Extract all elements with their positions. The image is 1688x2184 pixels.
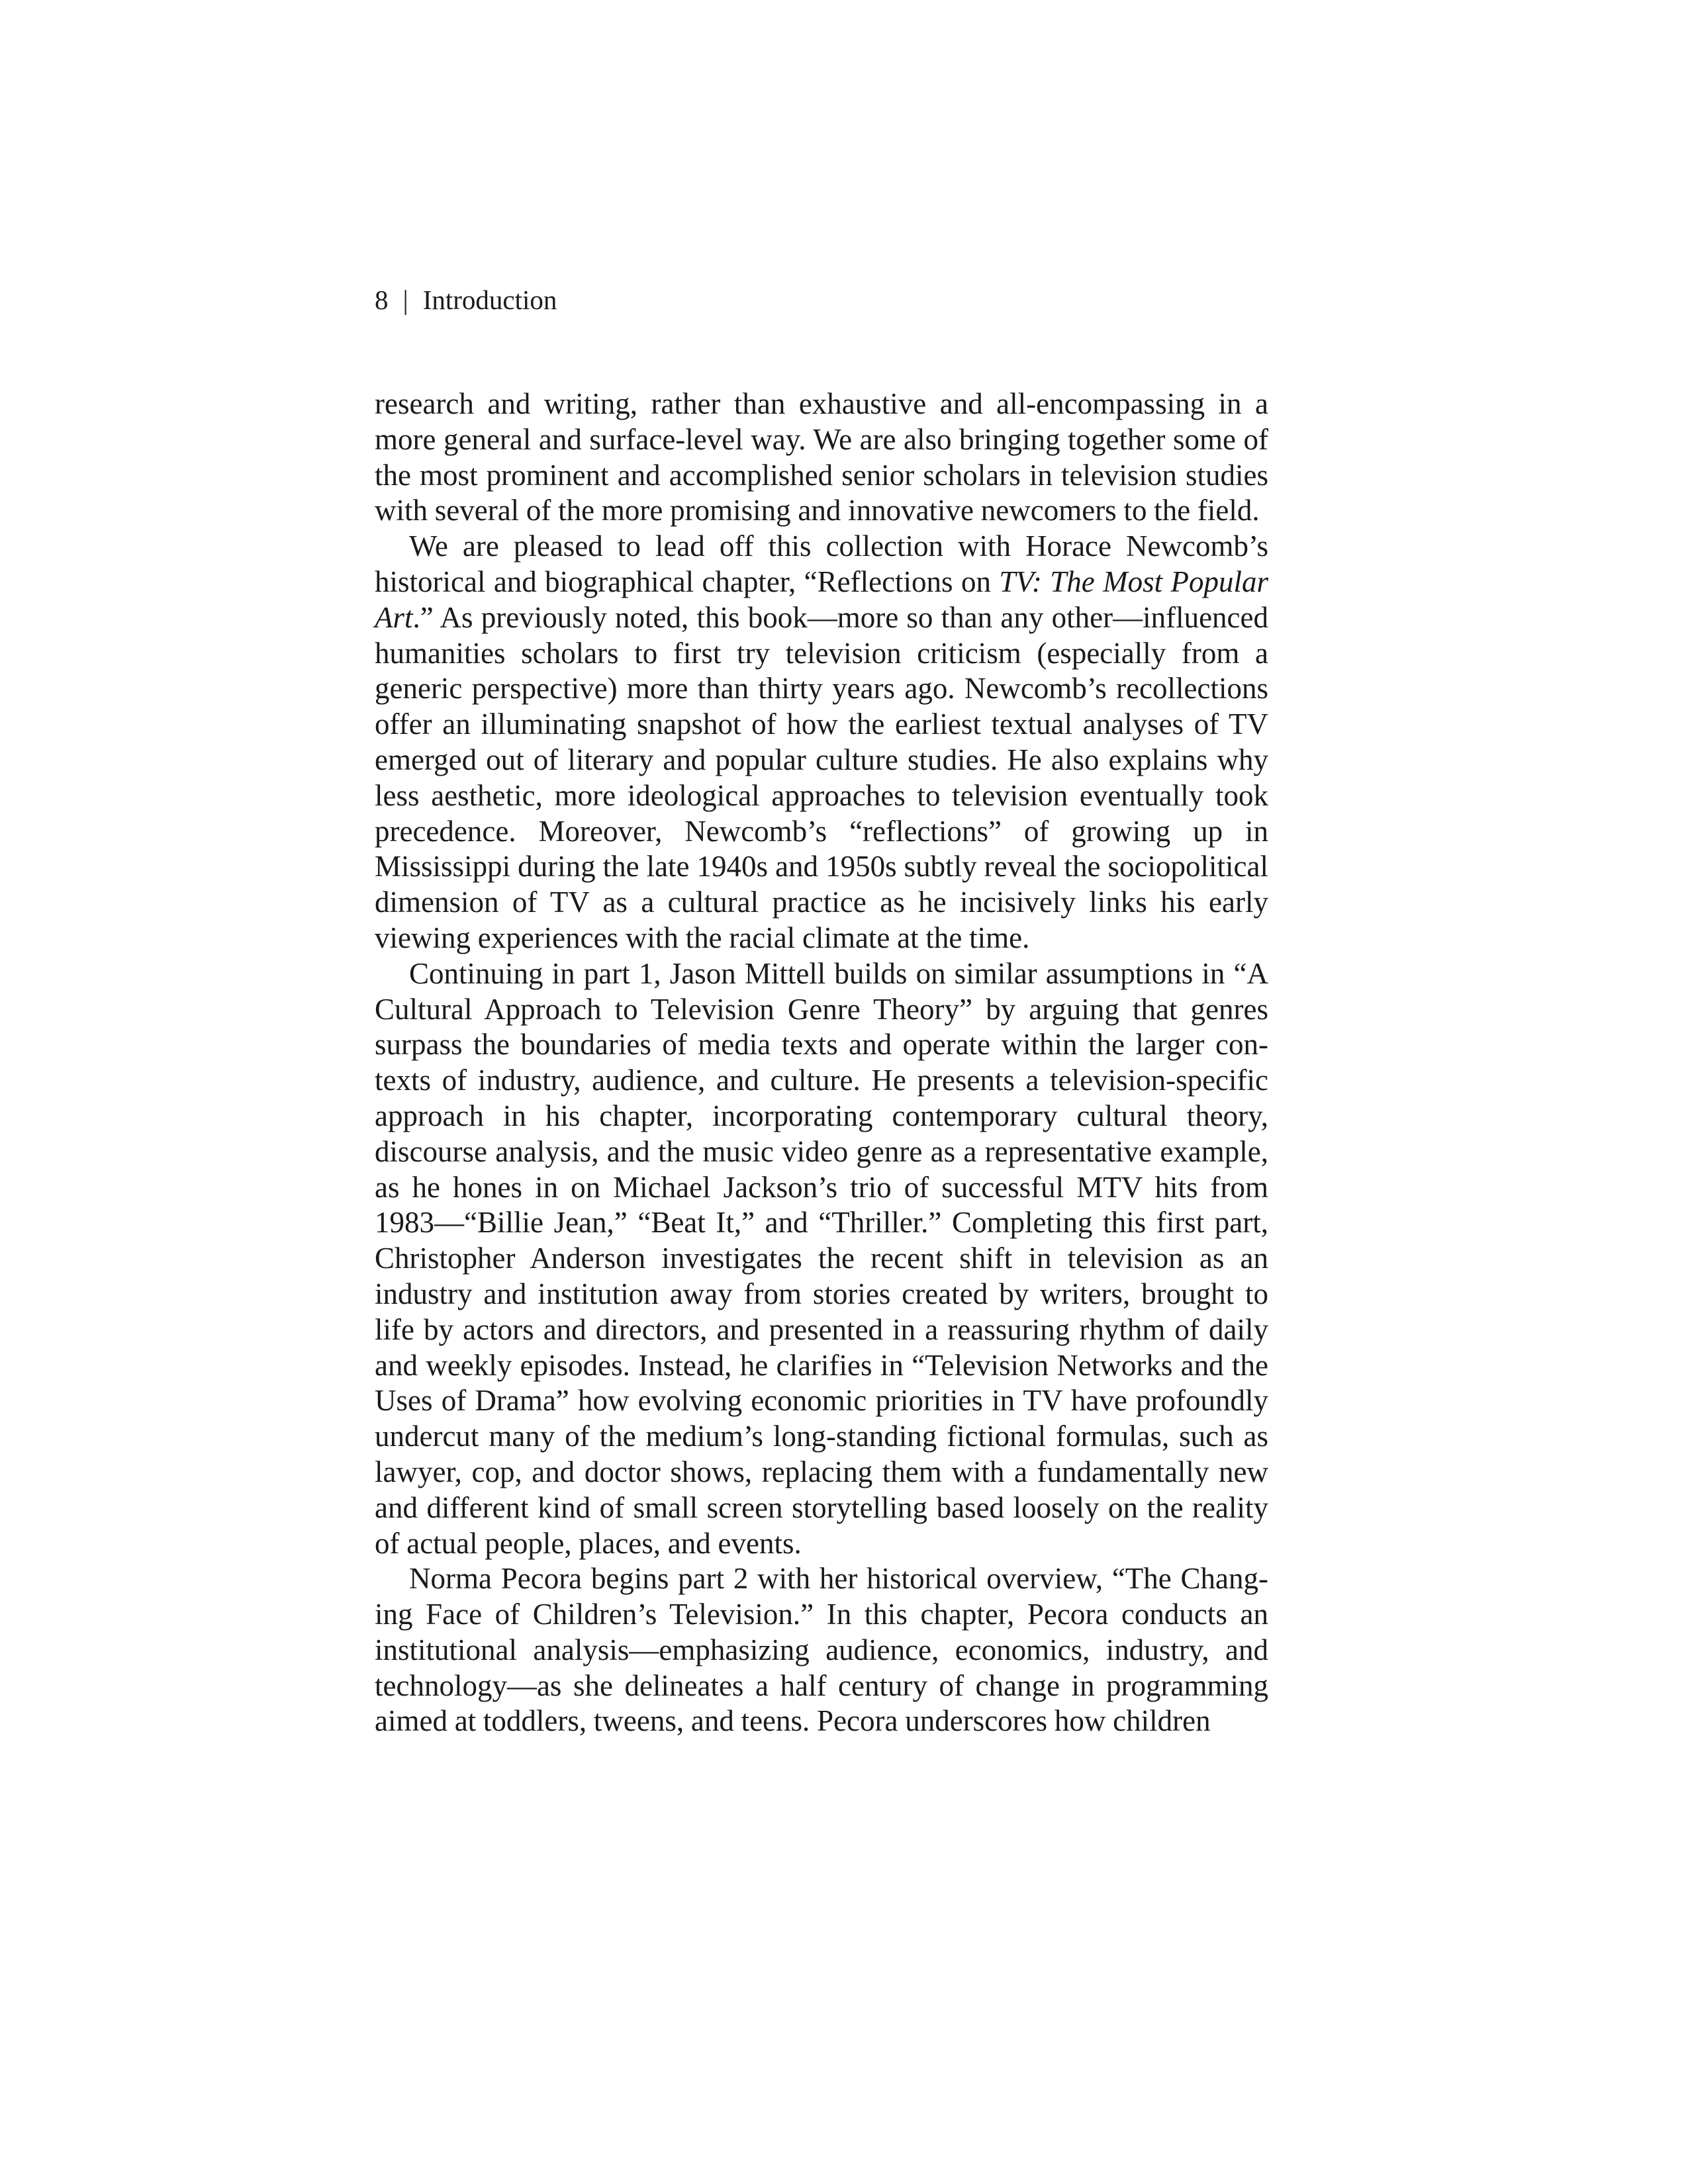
paragraph-text: Continuing in part 1, Jason Mittell builds on similar assumptions in “A Cultural Approach to Television Genre Theory” by arguing that genres surpass the boundaries of media texts and operate within the larger contexts of industry, audience, and culture. He presents a television-specific approach in his chapter, incorporating contemporary cultural theory, discourse analysis, and the music video genre as a representative example, as he hones in on Michael Jackson’s trio of successful MTV hits from 1983—“Billie Jean,” “Beat It,” and “Thriller.” Completing this first part, Christopher Anderson investigates the recent shift in television as an industry and institution away from stories created by writers, brought to life by actors and directors, and presented in a reassuring rhythm of daily and weekly episodes. Instead, he clarifies in “Television Networks and the Uses of Drama” how evolving economic priorities in TV have profoundly undercut many of the medium’s long-standing fictional formulas, such as lawyer, cop, and doctor shows, replacing them with a fundamentally new and different kind of small screen storytelling based loosely on the reality of actual people, places, and events. [375,956,1268,1560]
running-head-separator: | [402,285,408,315]
paragraph [375,1561,1268,1739]
body-text [375,387,1268,1739]
page-number: 8 [375,285,389,315]
paragraph [375,387,1268,529]
section-title: Introduction [422,285,557,315]
paragraph-text: .” As previously noted, this book—more so than any other—influenced humanities scholars to first try television criticism (especially from a generic perspective) more than thirty years ago. Newcomb’s recollections offer an illuminating snapshot of how the earliest textual analyses of TV emerged out of literary and popular culture studies. He also explains why less aesthetic, more ideological approaches to television eventually took precedence. Moreover, Newcomb’s “reflections” of growing up in Mississippi during the late 1940s and 1950s subtly reveal the sociopolitical dimension of TV as a cultural practice as he incisively links his early viewing experiences with the racial climate at the time. [375,600,1268,954]
paragraph-text: Norma Pecora begins part 2 with her historical overview, “The Changing Face of Children’s Television.” In this chapter, Pecora conducts an institutional analysis—emphasizing audience, economics, industry, and technology—as she delineates a half century of change in programming aimed at toddlers, tweens, and teens. Pecora underscores how children [375,1562,1268,1738]
book-title: TV: The Most Popular Art [375,565,1268,634]
paragraph-text: research and writing, rather than exhaustive and all-encompassing in a more general and surface-level way. We are also bringing together some of the most prominent and accomplished senior scholars in television studies with several of the more promising and innovative newcomers to the field. [375,387,1268,527]
paragraph [375,956,1268,1562]
paragraph [375,529,1268,956]
running-head [375,282,557,318]
paragraph-text: We are pleased to lead off this collection with Horace Newcomb’s historical and biographical chapter, “Reflections on [375,529,1268,598]
